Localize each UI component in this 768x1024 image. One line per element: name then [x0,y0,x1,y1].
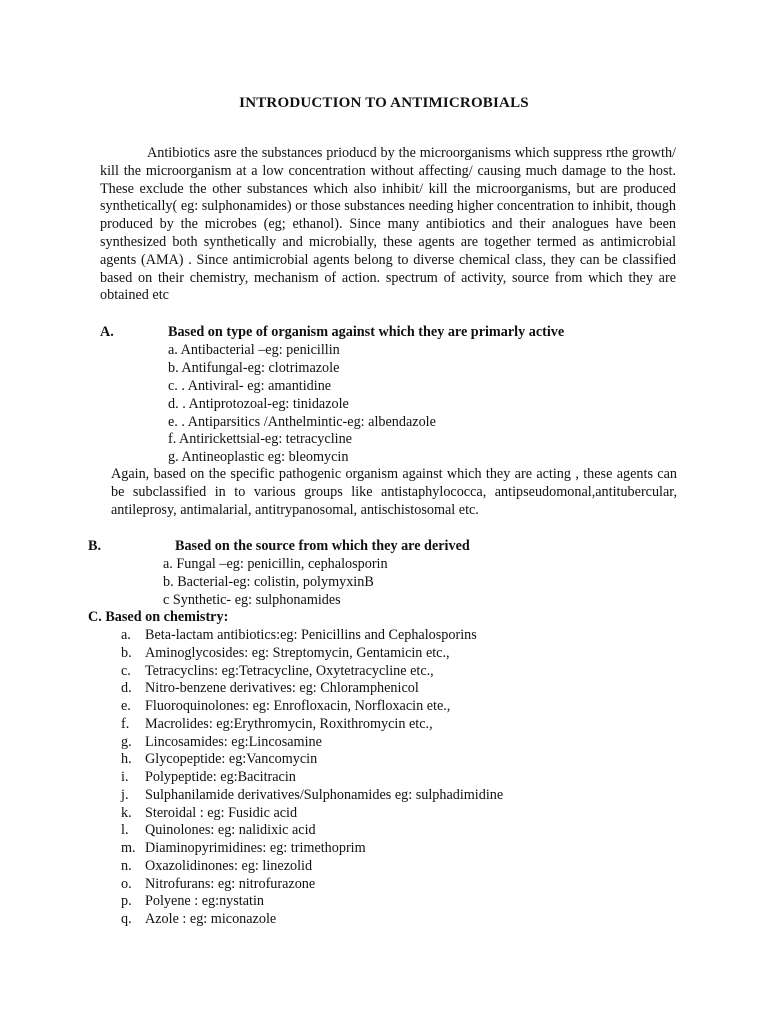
list-item: b. Bacterial-eg: colistin, polymyxinB [163,573,374,590]
list-marker: d. [121,680,132,697]
list-item [121,821,503,839]
list-marker: l. [121,822,129,839]
list-marker: h. [121,751,132,768]
list-text: Fluoroquinolones: eg: Enrofloxacin, Norfloxacin ete., [145,698,451,714]
list-item: c. . Antiviral- eg: amantidine [168,377,332,394]
list-marker: g. [121,733,132,750]
list-marker: f. [121,715,130,732]
list-text: Sulphanilamide derivatives/Sulphonamides eg: sulphadimidine [145,786,504,803]
list-item [121,626,503,644]
section-a-note: Again, based on the specific pathogenic organism against which they are acting , these agents can be subclassified in to various groups like antistaphylococca, antipseudomonal,antitubercular, antileprosy, antimalarial, antitrypanosomal, antischistosomal etc. [111,466,677,518]
list-marker: b. [121,644,132,661]
list-item [121,715,503,733]
list-text: Aminoglycosides: eg: Streptomycin, Gentamicin etc., [145,644,450,661]
list-marker: n. [121,857,132,874]
list-marker: i. [121,769,129,785]
list-item: a. Antibacterial –eg: penicillin [168,342,340,358]
list-item: b. Antifungal-eg: clotrimazole [168,359,340,376]
list-text: Polypeptide: eg:Bacitracin [145,769,296,785]
list-item [121,679,503,697]
list-text: Polyene : eg:nystatin [145,893,265,910]
list-item [121,892,503,910]
list-item [121,750,503,768]
list-item [121,875,503,893]
list-marker: c. [121,662,131,679]
list-marker: j. [121,786,129,803]
list-text: Oxazolidinones: eg: linezolid [145,857,313,874]
list-marker: e. [121,698,131,714]
list-marker: q. [121,911,132,927]
list-item [121,857,503,875]
list-item: c Synthetic- eg: sulphonamides [163,591,341,608]
list-text: Steroidal : eg: Fusidic acid [145,804,298,821]
list-text: Nitro-benzene derivatives: eg: Chloramphenicol [145,680,419,697]
list-item [121,786,503,804]
list-item [121,804,503,822]
list-item: d. . Antiprotozoal-eg: tinidazole [168,395,349,412]
list-item: e. . Antiparsitics /Anthelmintic-eg: albendazole [168,413,436,430]
section-c-heading: C. Based on chemistry: [88,609,229,625]
list-item: g. Antineoplastic eg: bleomycin [168,449,349,466]
list-text: Nitrofurans: eg: nitrofurazone [145,875,316,892]
list-text: Beta-lactam antibiotics:eg: Penicillins and Cephalosporins [145,627,477,643]
section-a-list [168,341,436,466]
list-text: Quinolones: eg: nalidixic acid [145,822,316,839]
intro-paragraph [100,145,676,305]
list-text: Diaminopyrimidines: eg: trimethoprim [145,840,366,856]
list-item [121,662,503,680]
section-c-list [121,626,503,928]
intro-text: Antibiotics asre the substances prioducd by the microorganisms which suppress rthe growth/ kill the microorganism at a low concentration without affecting/ causing much damage to the host. These exclude the other substances which also inhibit/ kill the microorganisms, but are produced synthetically( eg: sulphonamides) or those substances needing higher concentration to inhibit, though produced by the microbes (eg; ethanol). Since many antibiotics and their analogues have been synthesized both synthetically and microbially, these agents are together termed as antimicrobial agents (AMA) . Since antimicrobial agents belong to diverse chemical class, they can be classified based on their chemistry, mechanism of action. spectrum of activity, source from which they are obtained etc [100,145,676,304]
list-marker: k. [121,804,132,821]
section-a-letter: A. [100,324,114,340]
list-text: Azole : eg: miconazole [145,911,277,927]
list-marker: m. [121,840,136,856]
section-b-letter: B. [88,538,102,554]
list-item [121,697,503,715]
list-item [121,733,503,751]
list-text: Lincosamides: eg:Lincosamine [145,733,322,750]
section-a-title: Based on type of organism against which they are primarly active [168,324,565,340]
list-item [121,910,503,928]
list-text: Tetracyclins: eg:Tetracycline, Oxytetracycline etc., [145,662,434,679]
list-item [121,768,503,786]
section-b-title: Based on the source from which they are derived [175,538,470,554]
list-text: Glycopeptide: eg:Vancomycin [145,751,318,768]
list-text: Macrolides: eg:Erythromycin, Roxithromycin etc., [145,715,433,732]
page-title: INTRODUCTION TO ANTIMICROBIALS [239,95,529,111]
list-item [121,839,503,857]
list-marker: p. [121,893,132,910]
section-a-heading [100,323,700,341]
list-item: f. Antirickettsial-eg: tetracycline [168,431,352,448]
section-b-heading [88,537,688,555]
list-marker: a. [121,627,131,643]
list-marker: o. [121,875,132,892]
list-item [121,644,503,662]
list-item: a. Fungal –eg: penicillin, cephalosporin [163,556,388,572]
section-b-list [163,555,388,609]
